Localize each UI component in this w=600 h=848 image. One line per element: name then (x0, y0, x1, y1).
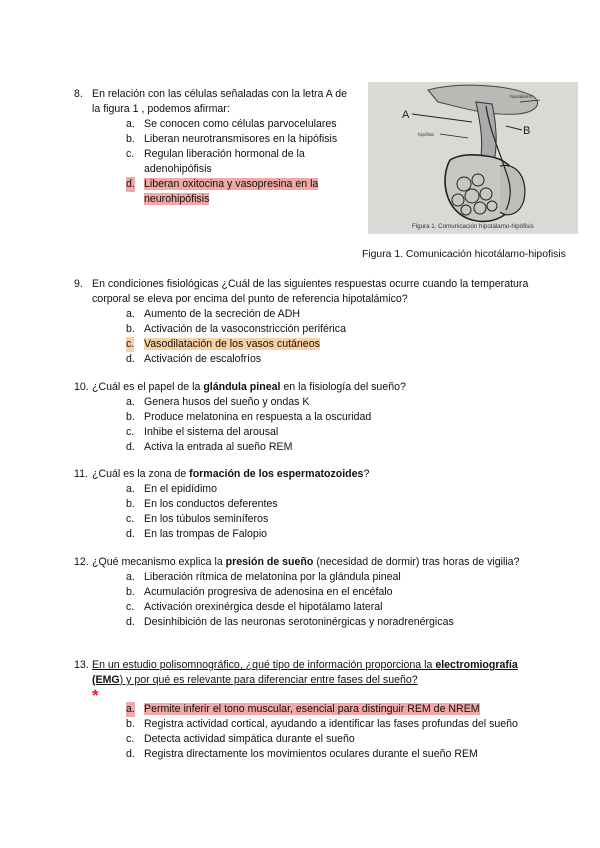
option-text: Desinhibición de las neuronas serotoninérgicas y noradrenérgicas (144, 616, 454, 628)
option-text: En el epidídimo (144, 483, 218, 495)
question-stem (74, 87, 354, 117)
option-c (74, 147, 354, 177)
question-text-post: (necesidad de dormir) tras horas de vigilia? (313, 556, 520, 568)
option-a (74, 395, 544, 410)
required-marker: * (92, 686, 99, 705)
option-a (74, 307, 544, 322)
options-list (74, 570, 544, 630)
question-number: 12. (74, 556, 89, 568)
options-list (74, 702, 544, 762)
option-text: Detecta actividad simpática durante el sueño (144, 733, 355, 745)
option-b (74, 410, 544, 425)
option-letter: a. (126, 118, 135, 130)
figure-caption: Figura 1. Comunicación hicotálamo-hipofisis (362, 249, 566, 260)
option-d (74, 747, 544, 762)
option-letter: c. (126, 601, 135, 613)
option-text: En las trompas de Falopio (144, 528, 268, 540)
question-text-pre: ¿Qué mecanismo explica la (92, 556, 226, 568)
option-text: En los túbulos seminíferos (144, 513, 269, 525)
option-letter: a. (126, 483, 135, 495)
option-text: Liberan neurotransmisores en la hipófisis (144, 133, 338, 145)
option-text: Vasodilatación de los vasos cutáneos (144, 338, 320, 350)
option-letter: c. (126, 148, 135, 160)
question-11 (74, 467, 544, 542)
option-text: Liberación rítmica de melatonina por la glándula pineal (144, 571, 401, 583)
option-letter: b. (126, 498, 135, 510)
option-c (74, 512, 544, 527)
question-number: 10. (74, 381, 89, 393)
options-list (74, 307, 544, 367)
figure-label-left: hipófisis (418, 132, 435, 137)
question-text-bold: electromiografía (EMG (92, 659, 518, 686)
option-b (74, 322, 544, 337)
option-letter: c. (126, 426, 135, 438)
question-10 (74, 380, 544, 455)
question-number: 9. (74, 278, 83, 290)
option-letter: d. (126, 178, 135, 190)
figure-label-b: B (523, 125, 531, 137)
figure-illustration (368, 82, 578, 234)
option-text: Registra actividad cortical, ayudando a identificar las fases profundas del sueño (144, 718, 518, 730)
question-stem (74, 380, 544, 395)
question-8 (74, 87, 354, 207)
option-text: Se conocen como células parvocelulares (144, 118, 337, 130)
option-b (74, 497, 544, 512)
option-text: Liberan oxitocina y vasopresina en la neurohipófisis (144, 178, 319, 205)
option-letter: b. (126, 586, 135, 598)
option-letter: d. (126, 748, 135, 760)
question-text-pre: ¿Cuál es el papel de la (92, 381, 204, 393)
options-list (74, 117, 354, 207)
option-letter: a. (126, 396, 135, 408)
question-text-bold: glándula pineal (203, 381, 281, 393)
option-a (74, 570, 544, 585)
option-letter: a. (126, 703, 135, 715)
question-text-pre: En un estudio polisomnográfico, ¿qué tipo de información proporciona la (92, 659, 436, 671)
option-a-highlighted (74, 702, 544, 717)
question-text-post: ? (363, 468, 370, 480)
option-letter: a. (126, 308, 135, 320)
option-d-highlighted (74, 177, 354, 207)
option-letter: b. (126, 323, 135, 335)
option-text: Inhibe el sistema del arousal (144, 426, 279, 438)
option-d (74, 527, 544, 542)
question-text: En condiciones fisiológicas ¿Cuál de las siguientes respuestas ocurre cuando la temperatura corporal se eleva por encima del punto de referencia hipotalámico? (92, 278, 529, 305)
option-d (74, 352, 544, 367)
option-c (74, 732, 544, 747)
question-number: 13. (74, 659, 89, 671)
question-stem (74, 467, 544, 482)
option-letter: a. (126, 571, 135, 583)
option-letter: c. (126, 513, 135, 525)
question-text-post: en la fisiología del sueño? (280, 381, 406, 393)
figure-label-top: hipotálamo (510, 94, 533, 99)
option-letter: c. (126, 338, 135, 350)
question-number: 8. (74, 88, 83, 100)
question-text: En relación con las células señaladas con la letra A de la figura 1 , podemos afirmar: (92, 88, 347, 115)
option-text: Produce melatonina en respuesta a la oscuridad (144, 411, 372, 423)
option-letter: b. (126, 411, 135, 423)
option-text: Activación orexinérgica desde el hipotálamo lateral (144, 601, 383, 613)
question-13 (74, 658, 544, 762)
option-a (74, 117, 354, 132)
option-b (74, 717, 544, 732)
question-stem (74, 658, 544, 688)
option-text: En los conductos deferentes (144, 498, 278, 510)
option-text: Acumulación progresiva de adenosina en el encéfalo (144, 586, 393, 598)
option-text: Genera husos del sueño y ondas K (144, 396, 310, 408)
option-letter: d. (126, 528, 135, 540)
question-12 (74, 555, 544, 630)
figure-inner-caption: Figura 1. Comunicación hipotálamo-hipófisis (412, 223, 534, 230)
option-d (74, 440, 544, 455)
question-text-post: ) y por qué es relevante para diferenciar entre fases del sueño? (119, 674, 418, 686)
question-number: 11. (74, 468, 88, 480)
option-text: Permite inferir el tono muscular, esencial para distinguir REM de NREM (144, 703, 480, 715)
option-c (74, 600, 544, 615)
option-text: Regulan liberación hormonal de la adenohipófisis (144, 148, 305, 175)
question-text-bold: formación de los espermatozoides (189, 468, 364, 480)
option-letter: d. (126, 441, 135, 453)
option-b (74, 132, 354, 147)
option-letter: d. (126, 353, 135, 365)
option-letter: b. (126, 718, 135, 730)
option-letter: c. (126, 733, 135, 745)
options-list (74, 395, 544, 455)
option-letter: d. (126, 616, 135, 628)
figure-hypothalamus-pituitary (368, 82, 578, 234)
option-letter: b. (126, 133, 135, 145)
question-stem (74, 277, 544, 307)
option-text: Aumento de la secreción de ADH (144, 308, 301, 320)
option-b (74, 585, 544, 600)
question-stem (74, 555, 544, 570)
option-a (74, 482, 544, 497)
question-text-bold: presión de sueño (225, 556, 314, 568)
question-text-pre: ¿Cuál es la zona de (92, 468, 190, 480)
question-9 (74, 277, 544, 367)
option-text: Activación de escalofríos (144, 353, 262, 365)
option-text: Activa la entrada al sueño REM (144, 441, 293, 453)
option-c-highlighted (74, 337, 544, 352)
option-c (74, 425, 544, 440)
option-text: Registra directamente los movimientos oculares durante el sueño REM (144, 748, 478, 760)
options-list (74, 482, 544, 542)
option-d (74, 615, 544, 630)
figure-label-a: A (402, 109, 410, 121)
option-text: Activación de la vasoconstricción periférica (144, 323, 346, 335)
